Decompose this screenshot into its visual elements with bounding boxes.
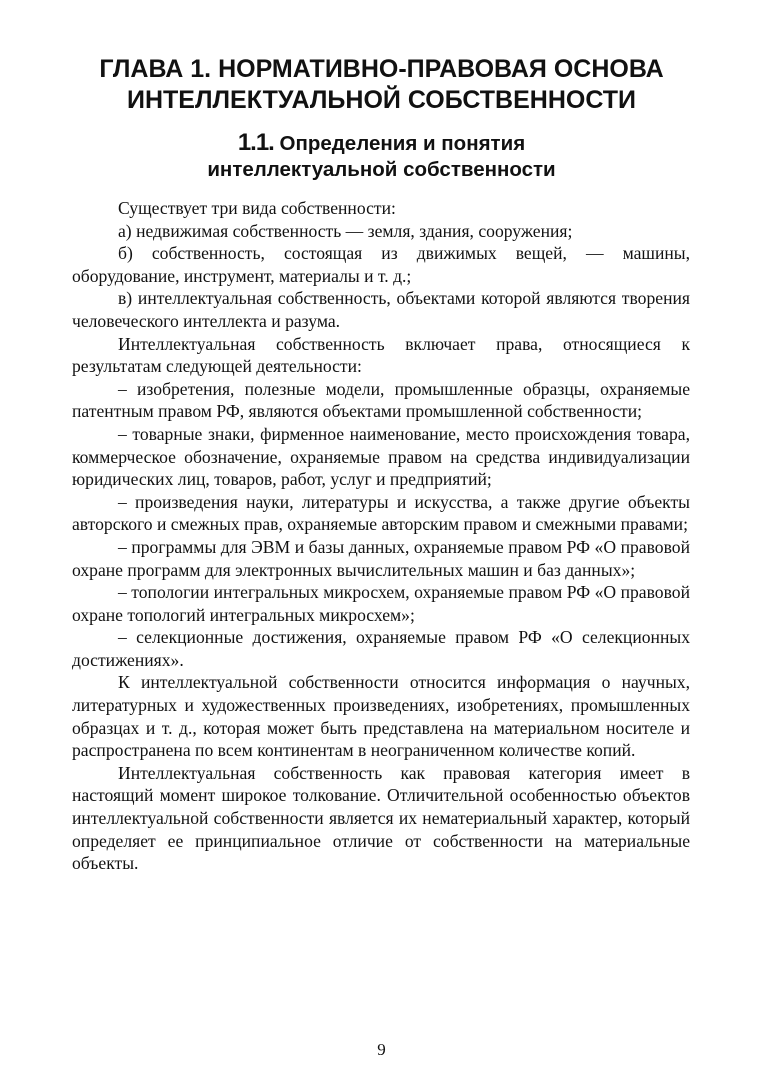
body-text	[72, 197, 690, 875]
paragraph: в) интеллектуальная собственность, объектами которой являются творения человеческого интеллекта и разума.	[72, 288, 690, 331]
section-title	[80, 130, 683, 183]
section-title-line-1	[80, 130, 683, 157]
list-item: – селекционные достижения, охраняемые правом РФ «О селекционных достижениях».	[72, 627, 690, 670]
list-item: – товарные знаки, фирменное наименование, место происхождения товара, коммерческое обозначение, охраняемые правом на средства индивидуализации юридических лиц, товаров, работ, услуг и предприятий;	[72, 423, 690, 490]
paragraph: а) недвижимая собственность — земля, здания, сооружения;	[118, 220, 573, 241]
paragraph: Существует три вида собственности:	[118, 198, 396, 218]
list-item: – произведения науки, литературы и искусства, а также другие объекты авторского и смежных прав, охраняемые авторским правом и смежными правами;	[72, 491, 690, 535]
chapter-title-line-1: ГЛАВА 1. НОРМАТИВНО-ПРАВОВАЯ ОСНОВА	[99, 55, 664, 83]
section-number: 1.1.	[237, 129, 274, 156]
list-item: – изобретения, полезные модели, промышленные образцы, охраняемые патентным правом РФ, являются объектами промышленной собственности;	[72, 378, 690, 422]
paragraph: Интеллектуальная собственность как правовая категория имеет в настоящий момент широкое толкование. Отличительной особенностью объектов интеллектуальной собственности является их нематериальный характер, который определяет ее принципиальное отличие от собственности на материальные объекты.	[72, 762, 690, 874]
list-item: – программы для ЭВМ и базы данных, охраняемые правом РФ «О правовой охране программ для электронных вычислительных машин и баз данных»;	[72, 536, 690, 580]
paragraph: Интеллектуальная собственность включает права, относящиеся к результатам следующей деятельности:	[72, 333, 690, 377]
list-item: – топологии интегральных микросхем, охраняемые правом РФ «О правовой охране топологий интегральных микросхем»;	[72, 582, 690, 625]
chapter-title-line-2: ИНТЕЛЛЕКТУАЛЬНОЙ СОБСТВЕННОСТИ	[126, 86, 636, 114]
paragraph: К интеллектуальной собственности относится информация о научных, литературных и художественных произведениях, изобретениях, промышленных образцах и т. д., которая может быть представлена на материальном носителе и распространена по всем континентам в неограниченном количестве копий.	[72, 672, 690, 761]
paragraph: б) собственность, состоящая из движимых вещей, — машины, оборудование, инструмент, материалы и т. д.;	[72, 243, 690, 286]
section-title-line-2: интеллектуальной собственности	[207, 158, 556, 181]
section-title-text: Определения и понятия	[279, 132, 526, 155]
chapter-title	[60, 54, 703, 116]
page-number: 9	[377, 1040, 386, 1059]
